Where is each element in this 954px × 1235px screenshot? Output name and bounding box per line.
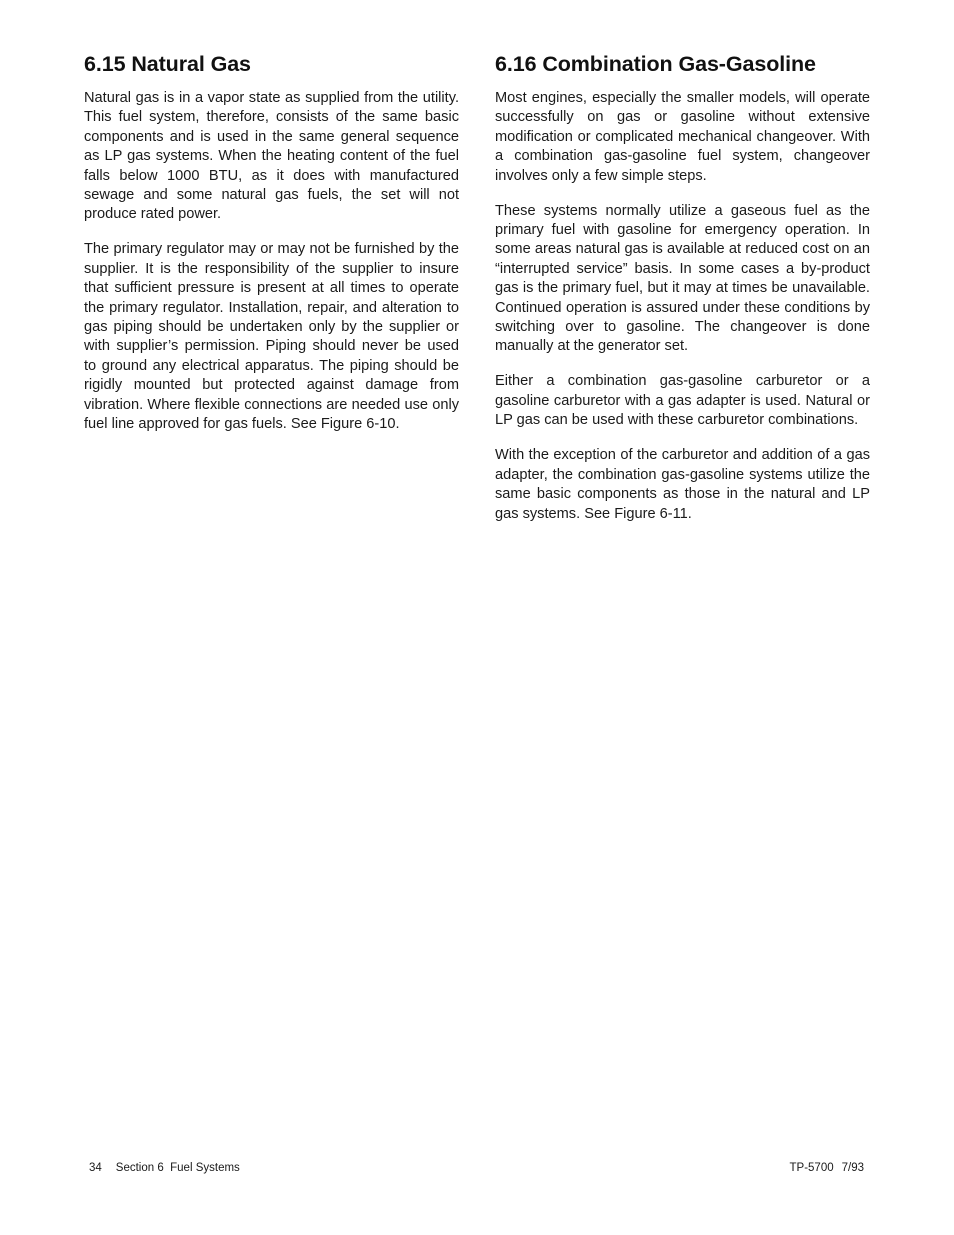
right-column	[495, 50, 870, 540]
footer-right	[790, 1161, 865, 1175]
paragraph: These systems normally utilize a gaseous fuel as the primary fuel with gasoline for emergency operation. In some areas natural gas is available at reduced cost on an “interrupted service” basis. In some cases a by-product gas is the primary fuel, but it may at times be unavailable. Continued operation is assured under these conditions by switching over to gasoline. The changeover is done manually at the generator set.	[495, 202, 870, 355]
paragraph: Natural gas is in a vapor state as supplied from the utility. This fuel system, therefore, consists of the same basic components and is used in the same general sequence as LP gas systems. When the heating content of the fuel falls below 1000 BTU, as it does with manufactured sewage and some natural gas fuels, the set will not produce rated power.	[84, 90, 459, 223]
left-column	[84, 50, 459, 450]
page-number: 34	[89, 1162, 102, 1174]
document-code: TP-5700	[789, 1162, 834, 1174]
document-date: 7/93	[841, 1162, 864, 1174]
paragraph: Either a combination gas-gasoline carburetor or a gasoline carburetor with a gas adapter is used. Natural or LP gas can be used with these carburetor combinations.	[495, 373, 870, 429]
paragraph: The primary regulator may or may not be furnished by the supplier. It is the responsibility of the supplier to insure that sufficient pressure is present at all times to operate the primary regulator. Installation, repair, and alteration to gas piping should be undertaken only by the supplier or with supplier’s permission. Piping should never be used to ground any electrical apparatus. The piping should be rigidly mounted but protected against damage from vibration. Where flexible connections are needed use only fuel line approved for gas fuels. See Figure 6-10.	[84, 241, 459, 433]
footer-section-label: Section 6 Fuel Systems	[115, 1162, 240, 1174]
paragraph: With the exception of the carburetor and addition of a gas adapter, the combination gas-gasoline systems utilize the same basic components as those in the natural and LP gas systems. See Figure 6-11.	[495, 447, 870, 522]
section-heading-combination-gas-gasoline: 6.16 Combination Gas-Gasoline	[495, 52, 816, 76]
section-heading-natural-gas: 6.15 Natural Gas	[84, 52, 251, 76]
footer-left	[89, 1161, 240, 1175]
paragraph: Most engines, especially the smaller models, will operate successfully on gas or gasoline without extensive modification or complicated mechanical changeover. With a combination gas-gasoline fuel system, changeover involves only a few simple steps.	[495, 90, 870, 184]
